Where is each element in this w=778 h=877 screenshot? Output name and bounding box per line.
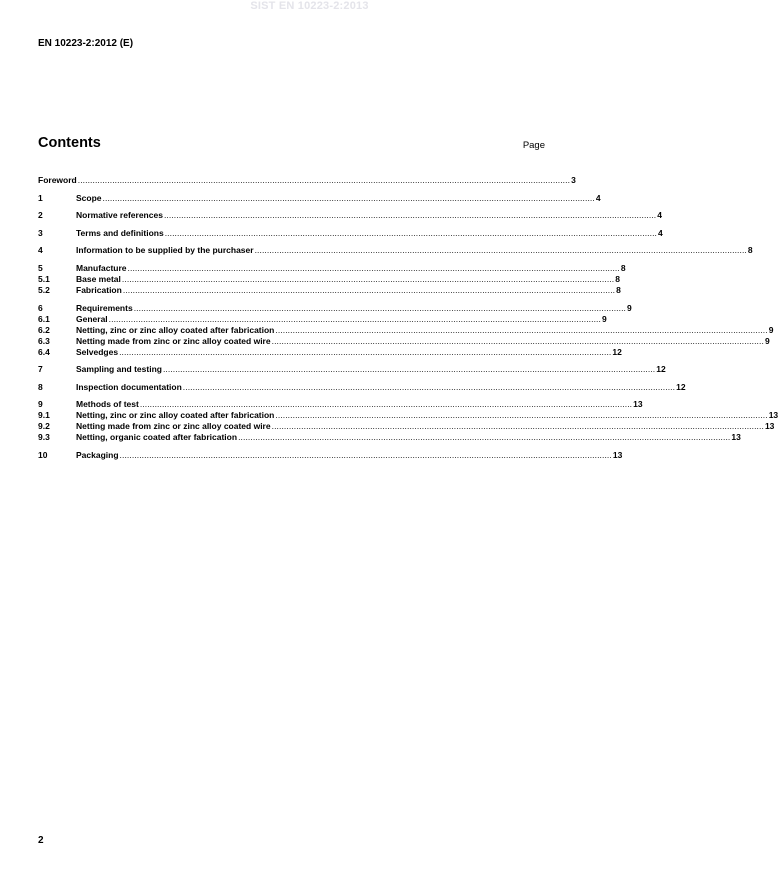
toc-entry-foreword[interactable]: [38, 175, 576, 186]
toc-entry-page: 8: [747, 245, 753, 256]
toc-leader-dots: ........................................................................................................................................................................................................: [271, 421, 764, 432]
toc-entry-title: Normative references: [76, 210, 163, 221]
toc-leader-dots: ........................................................................................................................................................................................................: [275, 410, 768, 421]
toc-entry-number: 6.2: [38, 324, 50, 335]
toc-entry-number: 6.3: [38, 335, 50, 346]
toc-entry-page: 13: [612, 449, 623, 460]
toc-entry-number: 9.2: [38, 421, 50, 432]
toc-entry-page: 12: [676, 381, 686, 392]
toc-entry-7[interactable]: [38, 364, 666, 375]
toc-entry-page: 13: [633, 399, 643, 410]
toc-entry-4[interactable]: [38, 245, 753, 256]
toc-entry-number: 2: [38, 210, 43, 221]
toc-entry-page: 8: [620, 262, 626, 273]
toc-entry-9[interactable]: [38, 399, 643, 410]
toc-entry-number: 3: [38, 227, 43, 238]
toc-entry-number: 6.4: [38, 346, 50, 357]
toc-entry-page: 4: [595, 192, 601, 203]
contents-heading: Contents: [38, 135, 101, 151]
toc-entry-page: 13: [764, 421, 775, 432]
toc-entry-6[interactable]: [38, 302, 632, 314]
toc-entry-6-2[interactable]: [38, 324, 774, 336]
toc-entry-title: Sampling and testing: [76, 364, 162, 375]
toc-entry-number: 6.1: [38, 313, 50, 324]
toc-entry-title: Base metal: [76, 273, 121, 284]
toc-leader-dots: ........................................................................................................................................................................................................: [133, 302, 627, 313]
toc-entry-page: 12: [656, 364, 666, 375]
toc-leader-dots: ........................................................................................................................................................................................................: [164, 227, 658, 238]
toc-leader-dots: ........................................................................................................................................................................................................: [108, 313, 601, 324]
toc-leader-dots: ........................................................................................................................................................................................................: [275, 324, 768, 335]
toc-entry-number: 9.1: [38, 410, 50, 421]
table-of-contents: [38, 175, 778, 461]
toc-entry-2[interactable]: [38, 210, 662, 221]
toc-entry-number: 4: [38, 245, 43, 256]
toc-leader-dots: ........................................................................................................................................................................................................: [162, 364, 656, 375]
page-number: 2: [38, 835, 44, 846]
toc-entry-10[interactable]: [38, 449, 623, 461]
toc-entry-title: Netting, organic coated after fabrication: [76, 432, 238, 443]
toc-entry-9-2[interactable]: [38, 421, 775, 432]
toc-entry-number: 1: [38, 192, 43, 203]
toc-entry-title: Inspection documentation: [76, 381, 182, 392]
toc-entry-title: Netting, zinc or zinc alloy coated after fabrication: [76, 324, 275, 335]
toc-entry-8[interactable]: [38, 381, 686, 393]
toc-entry-number: 8: [38, 381, 43, 392]
toc-entry-title: Scope: [76, 192, 102, 203]
toc-entry-number: 7: [38, 364, 43, 375]
page-column-label: Page: [522, 140, 545, 151]
toc-entry-title: Selvedges: [76, 346, 119, 357]
toc-entry-number: 5.1: [38, 273, 50, 284]
toc-leader-dots: ........................................................................................................................................................................................................: [127, 262, 620, 273]
toc-entry-6-3[interactable]: [38, 335, 770, 347]
toc-entry-title: Netting made from zinc or zinc alloy coated wire: [76, 335, 271, 346]
toc-entry-number: 5: [38, 262, 43, 273]
toc-entry-1[interactable]: [38, 192, 601, 204]
toc-leader-dots: ........................................................................................................................................................................................................: [238, 432, 731, 443]
toc-entry-title: Terms and definitions: [76, 227, 164, 238]
toc-leader-dots: ........................................................................................................................................................................................................: [121, 273, 615, 284]
toc-entry-page: 4: [658, 227, 663, 238]
toc-entry-page: 8: [616, 284, 621, 295]
toc-leader-dots: ........................................................................................................................................................................................................: [271, 335, 764, 346]
toc-entry-title: Information to be supplied by the purchaser: [76, 245, 254, 256]
toc-entry-number: 5.2: [38, 284, 50, 295]
toc-entry-title: Foreword: [38, 175, 77, 185]
toc-leader-dots: ........................................................................................................................................................................................................: [122, 284, 616, 295]
toc-entry-title: Methods of test: [76, 399, 139, 410]
toc-entry-number: 9.3: [38, 432, 50, 443]
toc-entry-page: 9: [768, 324, 774, 335]
toc-entry-page: 8: [615, 273, 620, 284]
toc-leader-dots: ........................................................................................................................................................................................................: [119, 346, 612, 357]
toc-entry-number: 6: [38, 302, 43, 313]
toc-entry-5[interactable]: [38, 262, 626, 274]
toc-entry-page: 4: [657, 210, 662, 221]
toc-entry-page: 3: [571, 175, 576, 185]
toc-entry-title: Manufacture: [76, 262, 127, 273]
toc-entry-9-3[interactable]: [38, 432, 741, 443]
toc-entry-5-1[interactable]: [38, 273, 620, 285]
watermark: SIST EN 10223-2:2013: [250, 0, 369, 12]
document-id: EN 10223-2:2012 (E): [38, 38, 134, 49]
toc-leader-dots: ........................................................................................................................................................................................................: [102, 192, 595, 203]
toc-entry-page: 12: [612, 346, 622, 357]
toc-entry-6-4[interactable]: [38, 346, 622, 358]
toc-leader-dots: ........................................................................................................................................................................................................: [163, 210, 657, 221]
toc-entry-page: 9: [627, 302, 632, 313]
toc-entry-page: 13: [768, 410, 778, 421]
toc-entry-number: 9: [38, 399, 43, 410]
toc-entry-title: General: [76, 313, 108, 324]
toc-leader-dots: ........................................................................................................................................................................................................: [254, 245, 747, 256]
toc-entry-title: Packaging: [76, 449, 119, 460]
toc-leader-dots: ........................................................................................................................................................................................................: [182, 381, 676, 392]
toc-entry-title: Fabrication: [76, 284, 122, 295]
toc-entry-title: Requirements: [76, 302, 133, 313]
toc-entry-number: 10: [38, 449, 48, 460]
toc-leader-dots: ........................................................................................................................................................................................................: [77, 175, 571, 185]
toc-entry-title: Netting made from zinc or zinc alloy coated wire: [76, 421, 271, 432]
toc-leader-dots: ........................................................................................................................................................................................................: [119, 449, 612, 460]
toc-entry-page: 13: [731, 432, 741, 443]
toc-entry-title: Netting, zinc or zinc alloy coated after fabrication: [76, 410, 275, 421]
toc-leader-dots: ........................................................................................................................................................................................................: [139, 399, 633, 410]
toc-entry-page: 9: [601, 313, 607, 324]
toc-entry-5-2[interactable]: [38, 284, 621, 296]
toc-entry-3[interactable]: [38, 227, 663, 239]
toc-entry-9-1[interactable]: [38, 410, 778, 421]
toc-entry-6-1[interactable]: [38, 313, 607, 325]
toc-entry-page: 9: [764, 335, 770, 346]
